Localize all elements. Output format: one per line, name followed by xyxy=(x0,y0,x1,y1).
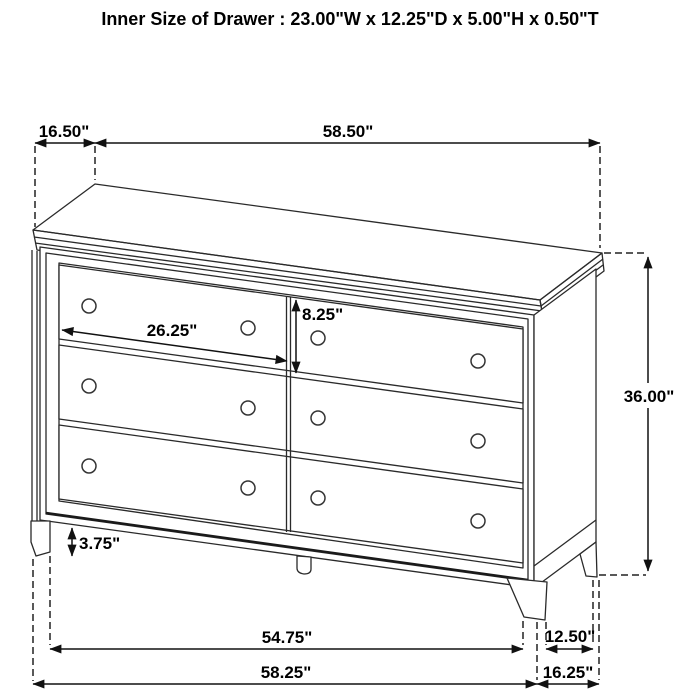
drawer-knob xyxy=(311,411,325,425)
overall-height-label: 36.00" xyxy=(623,387,675,406)
drawer-knob xyxy=(471,514,485,528)
top-width-label: 58.50" xyxy=(322,122,374,141)
leg-span-depth-label: 12.50" xyxy=(544,627,596,646)
drawer-knob xyxy=(82,299,96,313)
drawer-knob xyxy=(241,481,255,495)
dimension-floor-depth xyxy=(537,663,599,684)
leg-height-label: 3.75" xyxy=(79,534,121,553)
leg-span-width-label: 54.75" xyxy=(261,628,313,647)
dimension-leg-height xyxy=(72,528,120,556)
front-left-leg xyxy=(31,521,50,556)
side-face xyxy=(534,269,596,588)
dresser-illustration xyxy=(31,184,604,620)
drawer-knob xyxy=(471,354,485,368)
right-side-panel xyxy=(534,269,596,588)
drawer-knob xyxy=(241,401,255,415)
floor-width-label: 58.25" xyxy=(260,663,312,682)
drawer-knob xyxy=(82,459,96,473)
drawer-height-label: 8.25" xyxy=(302,305,344,324)
diagram-title: Inner Size of Drawer : 23.00"W x 12.25"D x 5.00"H x 0.50"T xyxy=(101,9,599,29)
floor-depth-label: 16.25" xyxy=(542,663,594,682)
top-depth-label: 16.50" xyxy=(38,122,90,141)
dimension-leg-span-depth xyxy=(545,627,596,649)
dimension-floor-width xyxy=(33,663,537,684)
dimension-overall-height xyxy=(620,257,678,571)
front-center-leg xyxy=(297,556,311,574)
dimension-top-width xyxy=(95,122,600,143)
left-side-edge xyxy=(32,250,37,522)
drawer-knob xyxy=(311,331,325,345)
drawer-width-label: 26.25" xyxy=(146,321,198,340)
drawer-knob xyxy=(471,434,485,448)
dimension-leg-span-width xyxy=(50,628,523,649)
drawer-knob xyxy=(82,379,96,393)
drawer-knob xyxy=(311,491,325,505)
dimension-top-depth xyxy=(35,122,95,143)
front-right-leg xyxy=(507,578,547,620)
drawer-knob xyxy=(241,321,255,335)
